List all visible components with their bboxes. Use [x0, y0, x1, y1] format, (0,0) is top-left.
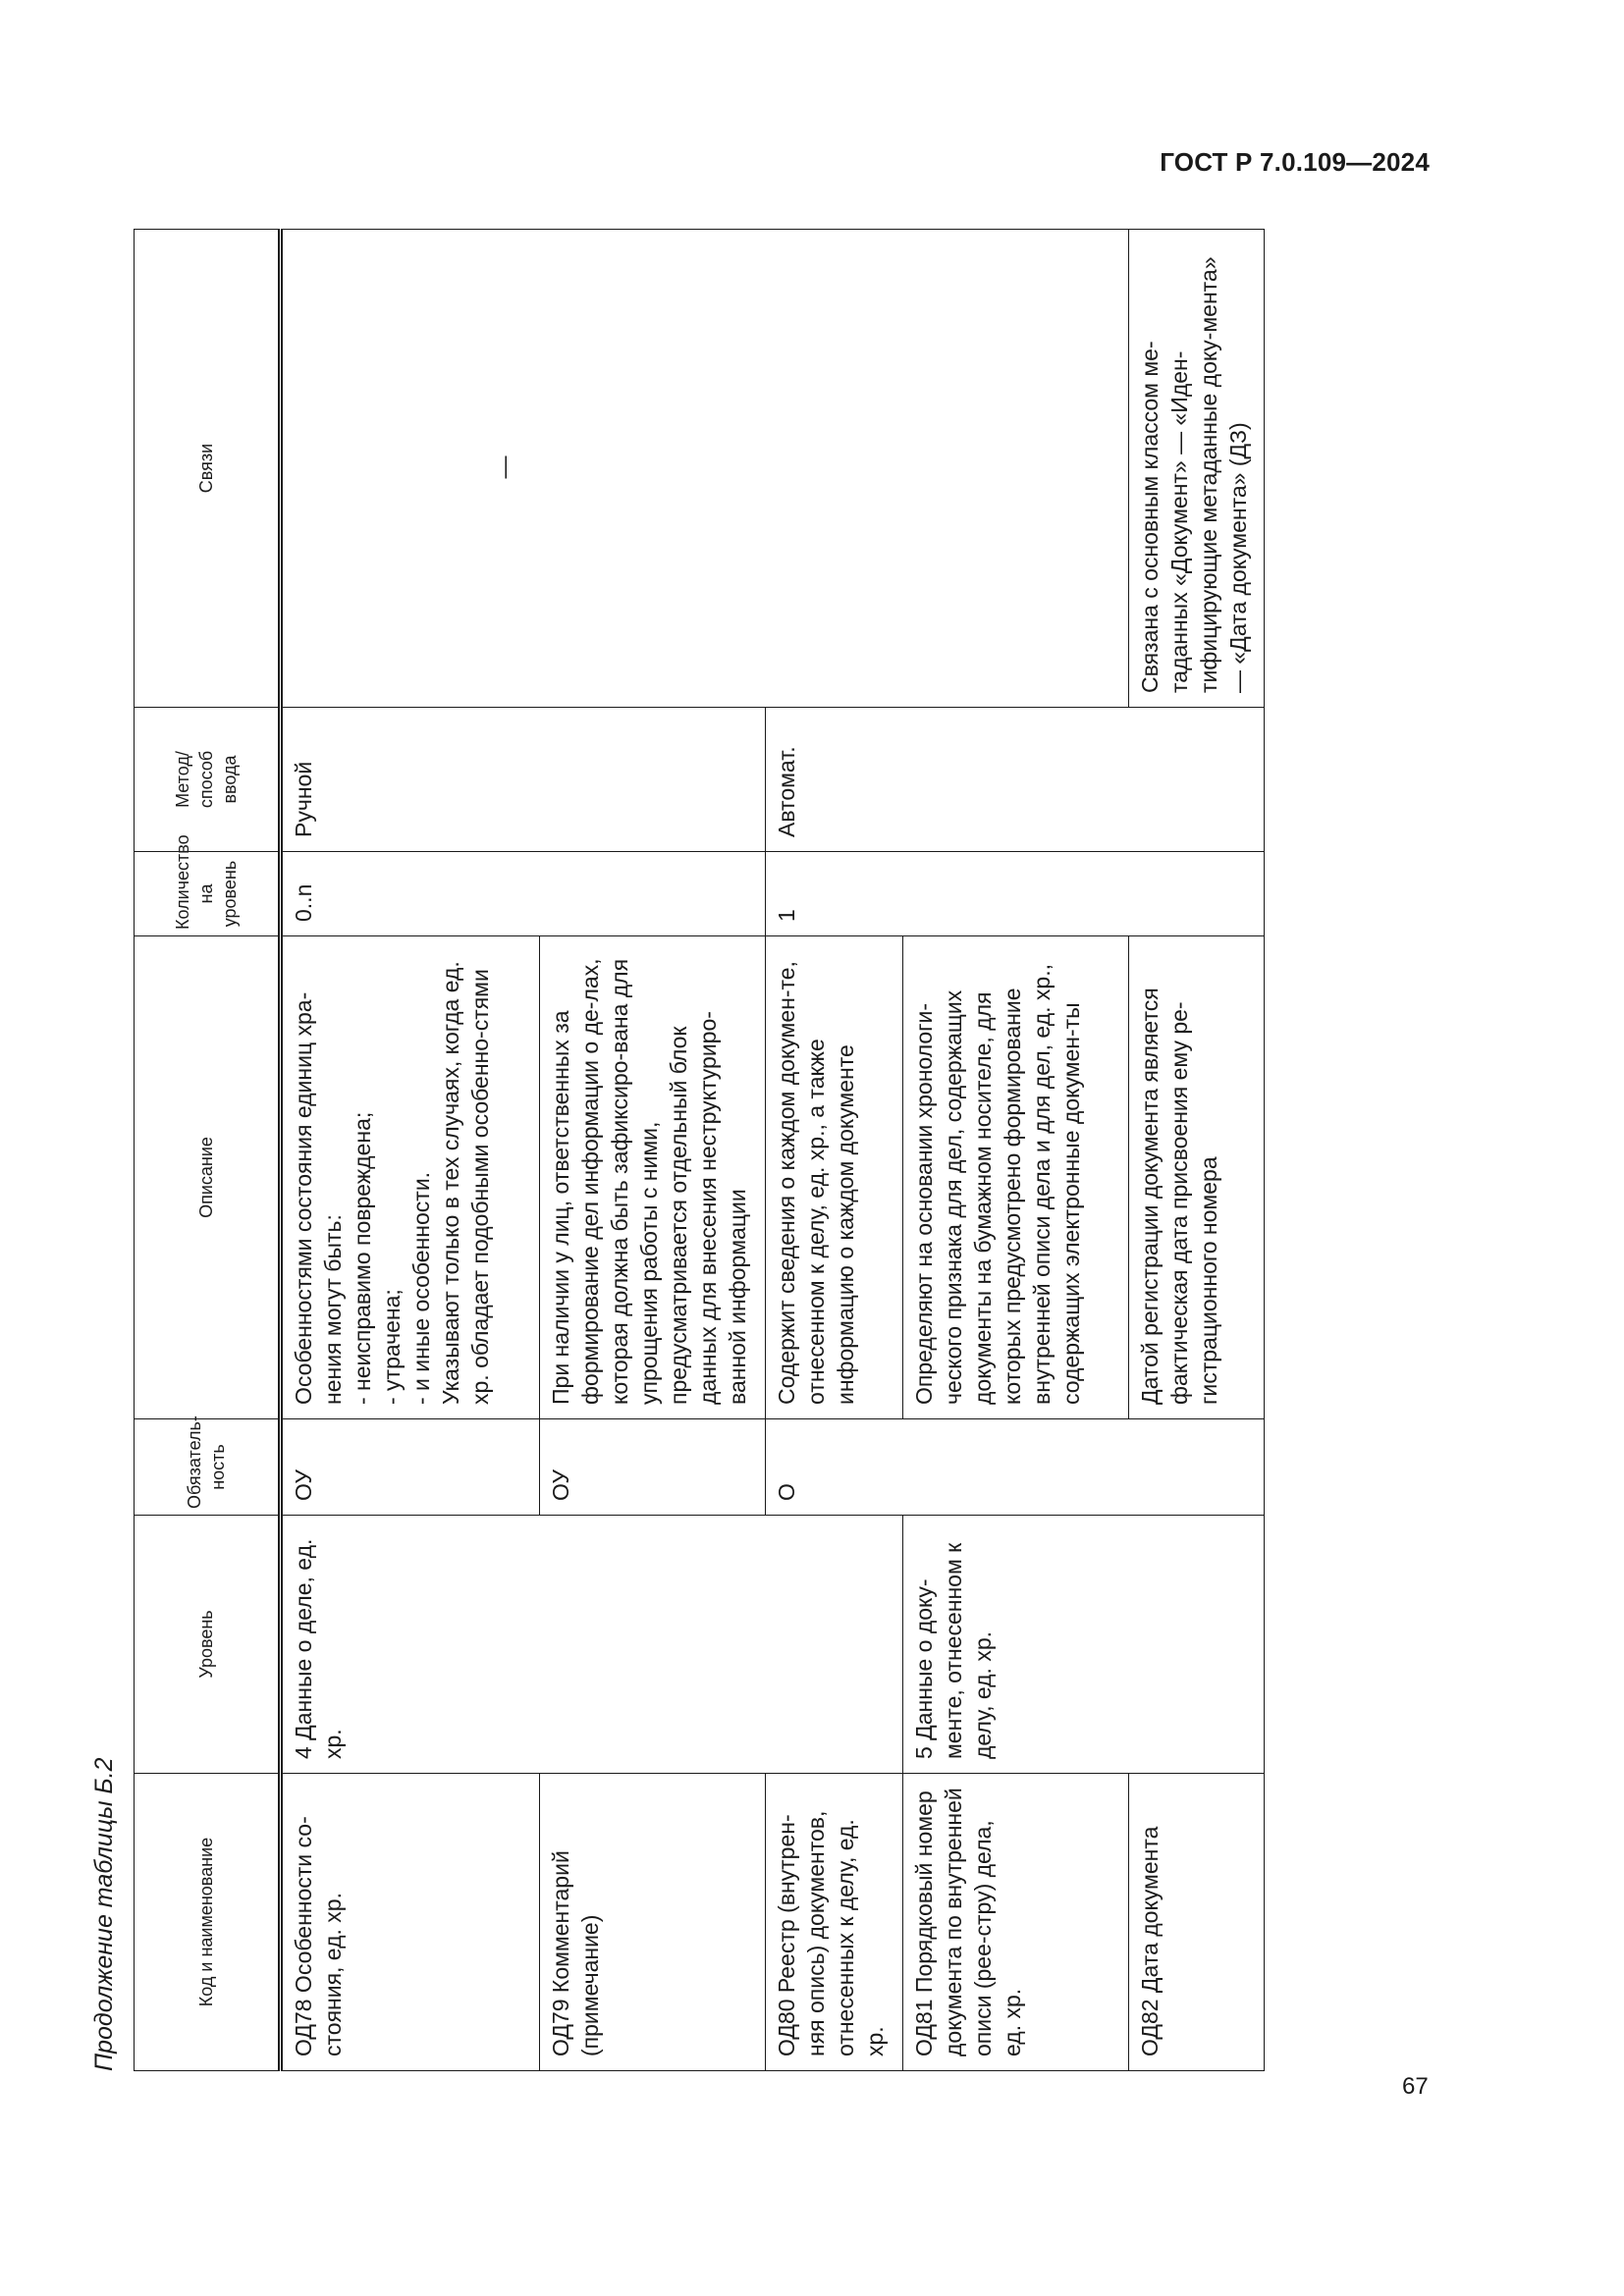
- cell-quantity-group5: 1: [766, 852, 1265, 936]
- cell-links-group4: [281, 230, 1129, 708]
- cell-method-group4: Ручной: [281, 708, 766, 852]
- cell-description-od80: Содержит сведения о каждом докумен-те, отнесенном к делу, ед. хр., а также информацию о каждом документе: [766, 936, 903, 1419]
- col-header-description: Описание: [135, 936, 281, 1419]
- cell-description-od81: Определяют на основании хронологи-ческого признака для дел, содержащих документы на бумажном носителе, для которых предусмотрено формирование внутренней описи дела и для дел, ед. хр., содержащих электронные докумен-ты: [903, 936, 1129, 1419]
- table-row-od78: [281, 230, 540, 2071]
- cell-code-od80: ОД80 Реестр (внутрен-няя опись) документов, отнесенных к делу, ед. хр.: [766, 1774, 903, 2071]
- table-row-od82: [1129, 230, 1265, 2071]
- cell-description-od78: Особенностями состояния единиц хра-нения могут быть: - неисправимо повреждена; - утрачена; - и иные особенности. Указывают только в тех случаях, когда ед. хр. обладает подобными особенно-стями: [281, 936, 540, 1419]
- cell-code-od82: ОД82 Дата документа: [1129, 1774, 1265, 2071]
- col-header-method: Метод/ способ ввода: [135, 708, 281, 852]
- cell-code-od81: ОД81 Порядковый номер документа по внутренней описи (рее-стру) дела, ед. хр.: [903, 1774, 1129, 2071]
- cell-method-group5: Автомат.: [766, 708, 1265, 852]
- cell-code-od79: ОД79 Комментарий (примечание): [540, 1774, 766, 2071]
- cell-code-od78: ОД78 Особенности со-стояния, ед. хр.: [281, 1774, 540, 2071]
- table-caption: Продолжение таблицы Б.2: [90, 1757, 118, 2071]
- metadata-table: [134, 229, 1265, 2071]
- cell-level-4: 4 Данные о деле, ед. хр.: [281, 1516, 903, 1774]
- cell-level-5: 5 Данные о доку-менте, отнесенном к делу, ед. хр.: [903, 1516, 1265, 1774]
- col-header-obligation: Обязатель- ность: [135, 1419, 281, 1516]
- cell-obligation-group: О: [766, 1419, 1265, 1516]
- links-value: —: [491, 455, 516, 479]
- cell-links-od82: Связана с основным классом ме-таданных «Документ» — «Иден-тифицирующие метаданные доку-мента» — «Дата документа» (ДЗ): [1129, 230, 1265, 708]
- cell-description-od79: При наличии у лиц, ответственных за формирование дел информации о де-лах, которая должна быть зафиксиро-вана для упрощения работы с ними, предусматривается отдельный блок данных для внесения неструктуриро-ванной информации: [540, 936, 766, 1419]
- col-header-level: Уровень: [135, 1516, 281, 1774]
- col-header-code: Код и наименование: [135, 1774, 281, 2071]
- col-header-links: Связи: [135, 230, 281, 708]
- col-header-quantity: Количество на уровень: [135, 852, 281, 936]
- cell-description-od82: Датой регистрации документа является фактическая дата присвоения ему ре-гистрационного номера: [1129, 936, 1265, 1419]
- cell-quantity-group4: 0..n: [281, 852, 766, 936]
- cell-obligation-od79: ОУ: [540, 1419, 766, 1516]
- cell-obligation-od78: ОУ: [281, 1419, 540, 1516]
- document-code: ГОСТ Р 7.0.109—2024: [1160, 147, 1430, 177]
- page-number: 67: [1402, 2073, 1429, 2100]
- table-header-row: [135, 230, 281, 2071]
- rotated-table-page: [90, 226, 1298, 2071]
